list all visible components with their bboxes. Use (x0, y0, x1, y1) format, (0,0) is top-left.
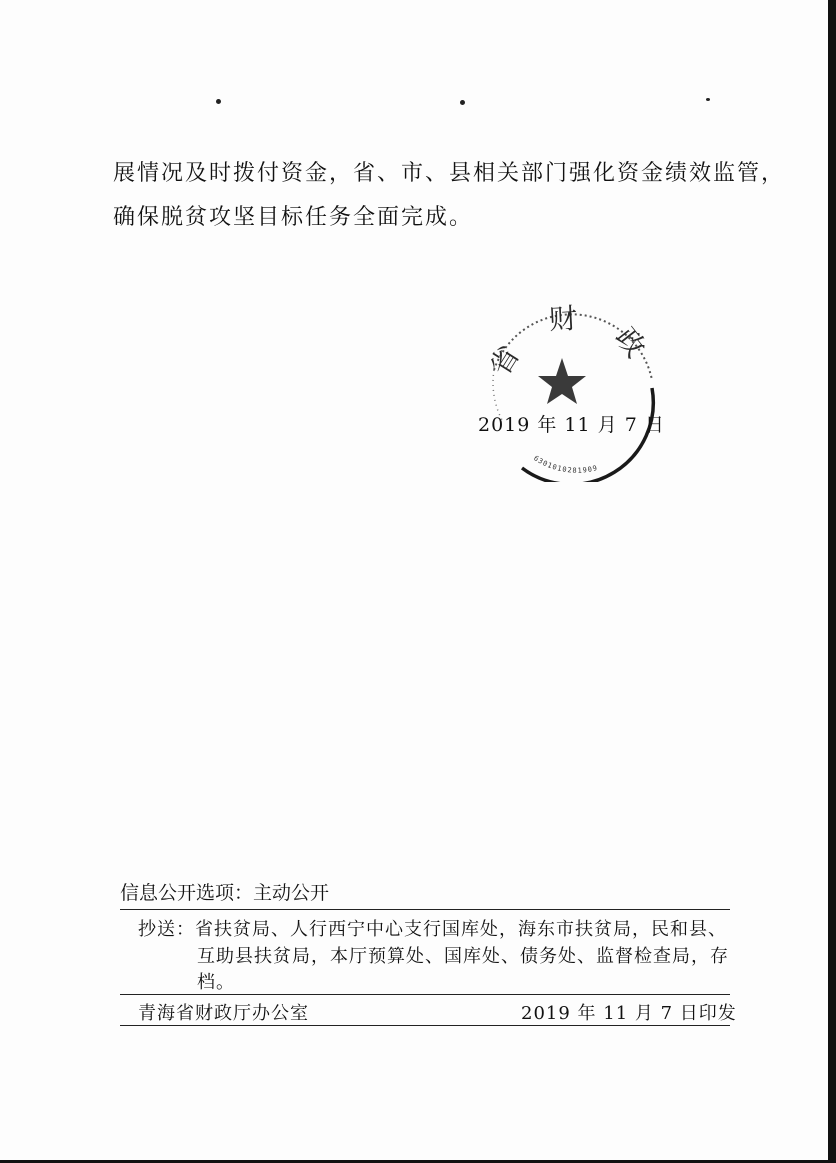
scan-speck (706, 98, 710, 101)
cc-recipients-line-2: 互助县扶贫局，本厅预算处、国库处、债务处、监督检查局，存 (197, 946, 729, 967)
seal-star-icon (538, 358, 586, 404)
cc-line-1 (138, 915, 727, 941)
footer-rule-middle (120, 994, 730, 995)
issuing-office: 青海省财政厅办公室 (138, 1003, 309, 1024)
scan-edge-right (828, 0, 836, 1163)
svg-text:省 财 政 (483, 301, 661, 381)
cc-prefix: 抄送： (138, 919, 195, 940)
scan-speck (460, 100, 465, 105)
cc-recipients-line-3: 档。 (197, 972, 235, 993)
signature-date: 2019 年 11 月 7 日 (478, 414, 665, 436)
body-text-line-2: 确保脱贫攻坚目标任务全面完成。 (113, 205, 474, 230)
disclosure-option: 信息公开选项：主动公开 (120, 882, 330, 904)
scan-speck (216, 99, 221, 104)
footer-rule-top (120, 909, 730, 910)
body-text-line-1: 展情况及时拨付资金，省、市、县相关部门强化资金绩效监管， (113, 161, 786, 186)
cc-recipients-line-1: 省扶贫局、人行西宁中心支行国库处，海东市扶贫局，民和县、 (195, 919, 727, 940)
official-seal-stamp (482, 300, 664, 482)
issue-date: 2019 年 11 月 7 日印发 (521, 1003, 737, 1024)
seal-number: 6301010281909 (532, 454, 599, 475)
seal-top-text: 省 财 政 (483, 301, 661, 382)
svg-text:6301010281909 (532, 454, 599, 475)
footer-rule-bottom (120, 1025, 730, 1026)
